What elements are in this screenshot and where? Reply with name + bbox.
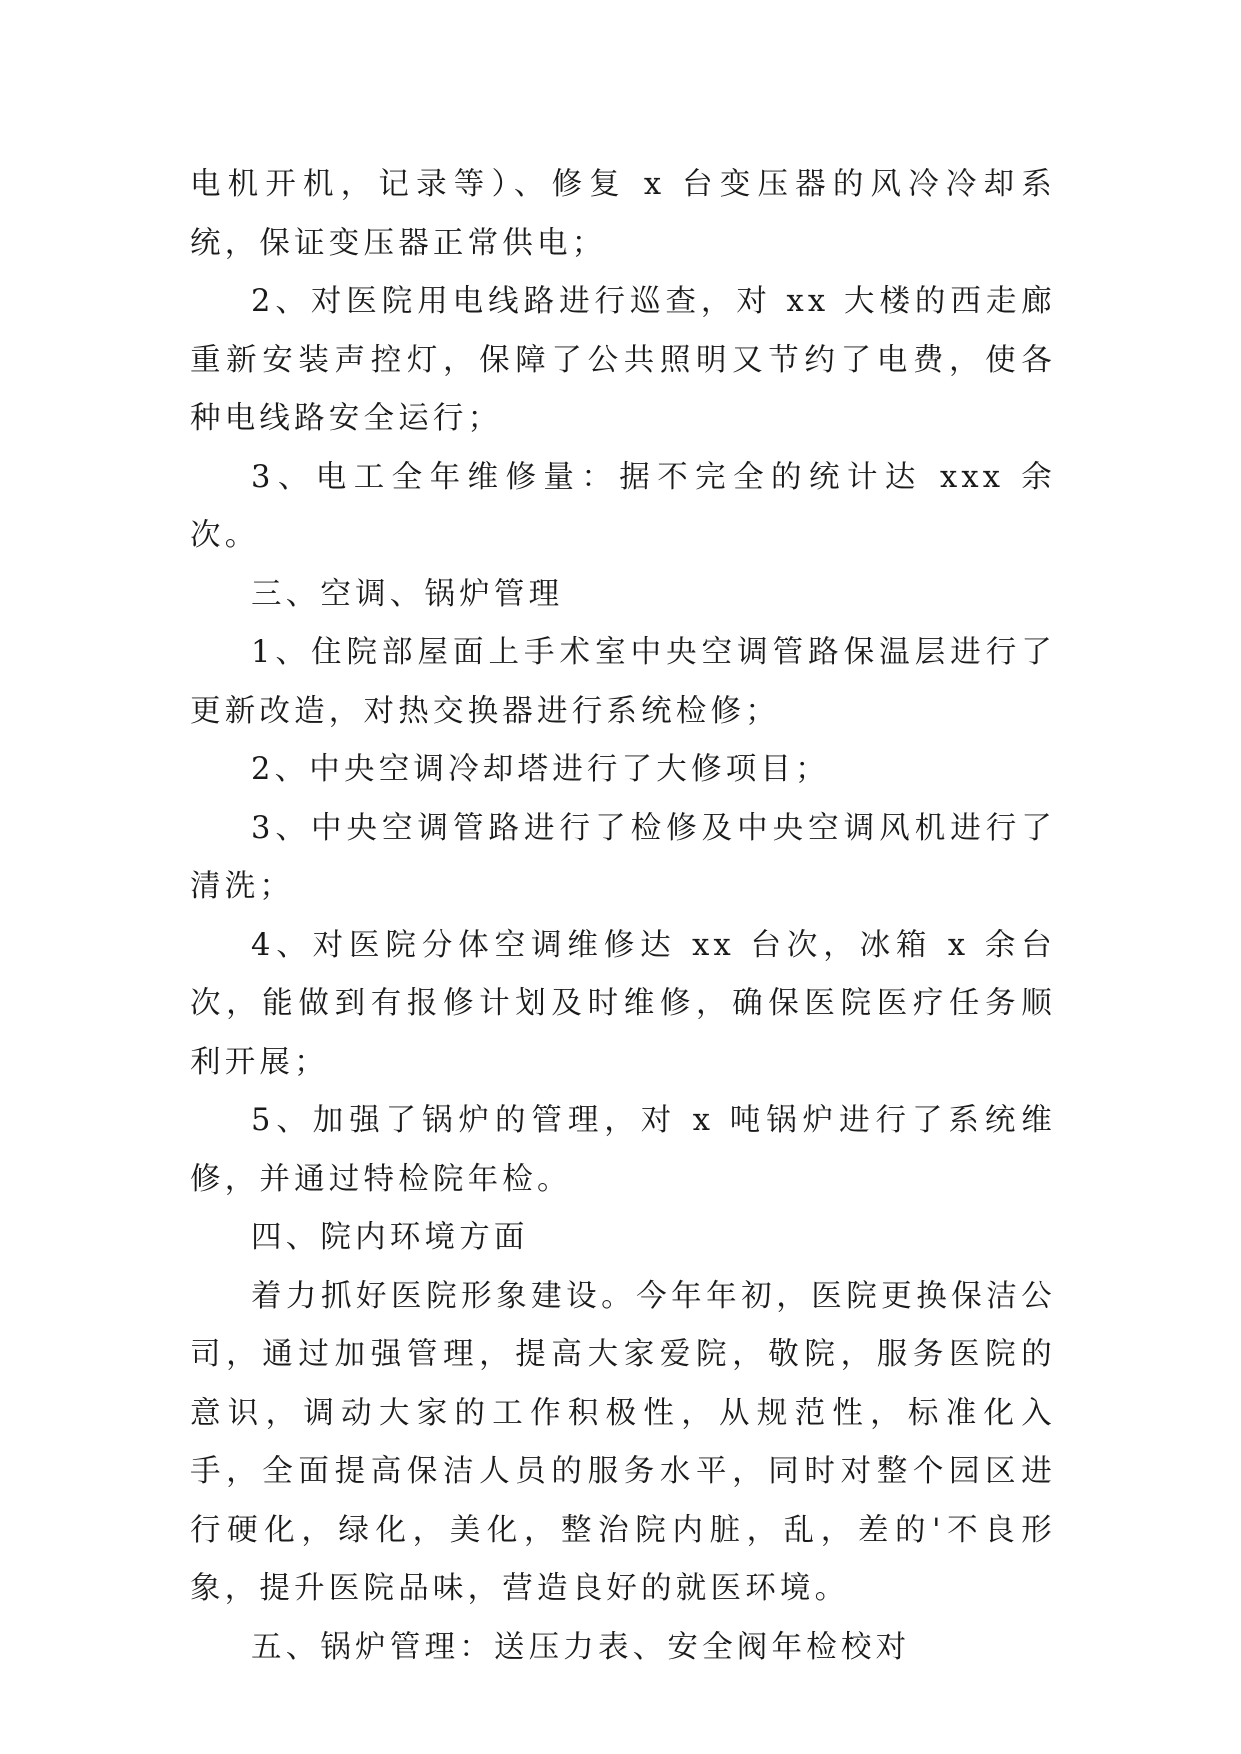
paragraph-boiler-maintenance: 5、加强了锅炉的管理，对 x 吨锅炉进行了系统维修，并通过特检院年检。 xyxy=(190,1103,1056,1197)
paragraph-electric-line-inspection: 2、对医院用电线路进行巡查，对 xx 大楼的西走廊重新安装声控灯，保障了公共照明又节约了电费，使各种电线路安全运行； xyxy=(190,284,1056,436)
section-heading-hospital-environment: 四、院内环境方面 xyxy=(251,1220,529,1255)
section-heading-boiler-management: 五、锅炉管理：送压力表、安全阀年检校对 xyxy=(251,1629,911,1665)
paragraph-surgery-ac-renovation: 1、住院部屋面上手术室中央空调管路保温层进行了更新改造，对热交换器进行系统检修； xyxy=(190,635,1056,729)
paragraph-split-ac-repairs: 4、对医院分体空调维修达 xx 台次，冰箱 x 余台次，能做到有报修计划及时维修，确保医院医疗任务顺利开展； xyxy=(190,927,1056,1080)
paragraph-continuation: 电机开机，记录等）、修复 x 台变压器的风冷冷却系统，保证变压器正常供电； xyxy=(190,167,1056,261)
paragraph-hospital-image: 着力抓好医院形象建设。今年年初，医院更换保洁公司，通过加强管理，提高大家爱院，敬院，服务医院的意识，调动大家的工作积极性，从规范性，标准化入手，全面提高保洁人员的服务水平，同时对整个园区进行硬化，绿化，美化，整治院内脏，乱，差的'不良形象，提升医院品味，营造良好的就医环境。 xyxy=(190,1278,1056,1606)
section-heading-air-conditioning-boiler: 三、空调、锅炉管理 xyxy=(251,576,564,612)
document-body xyxy=(190,156,1056,1677)
paragraph-electrician-repairs: 3、电工全年维修量：据不完全的统计达 xxx 余次。 xyxy=(190,459,1056,553)
paragraph-cooling-tower-overhaul: 2、中央空调冷却塔进行了大修项目； xyxy=(251,752,830,787)
paragraph-ac-pipe-cleaning: 3、中央空调管路进行了检修及中央空调风机进行了清洗； xyxy=(190,810,1056,904)
